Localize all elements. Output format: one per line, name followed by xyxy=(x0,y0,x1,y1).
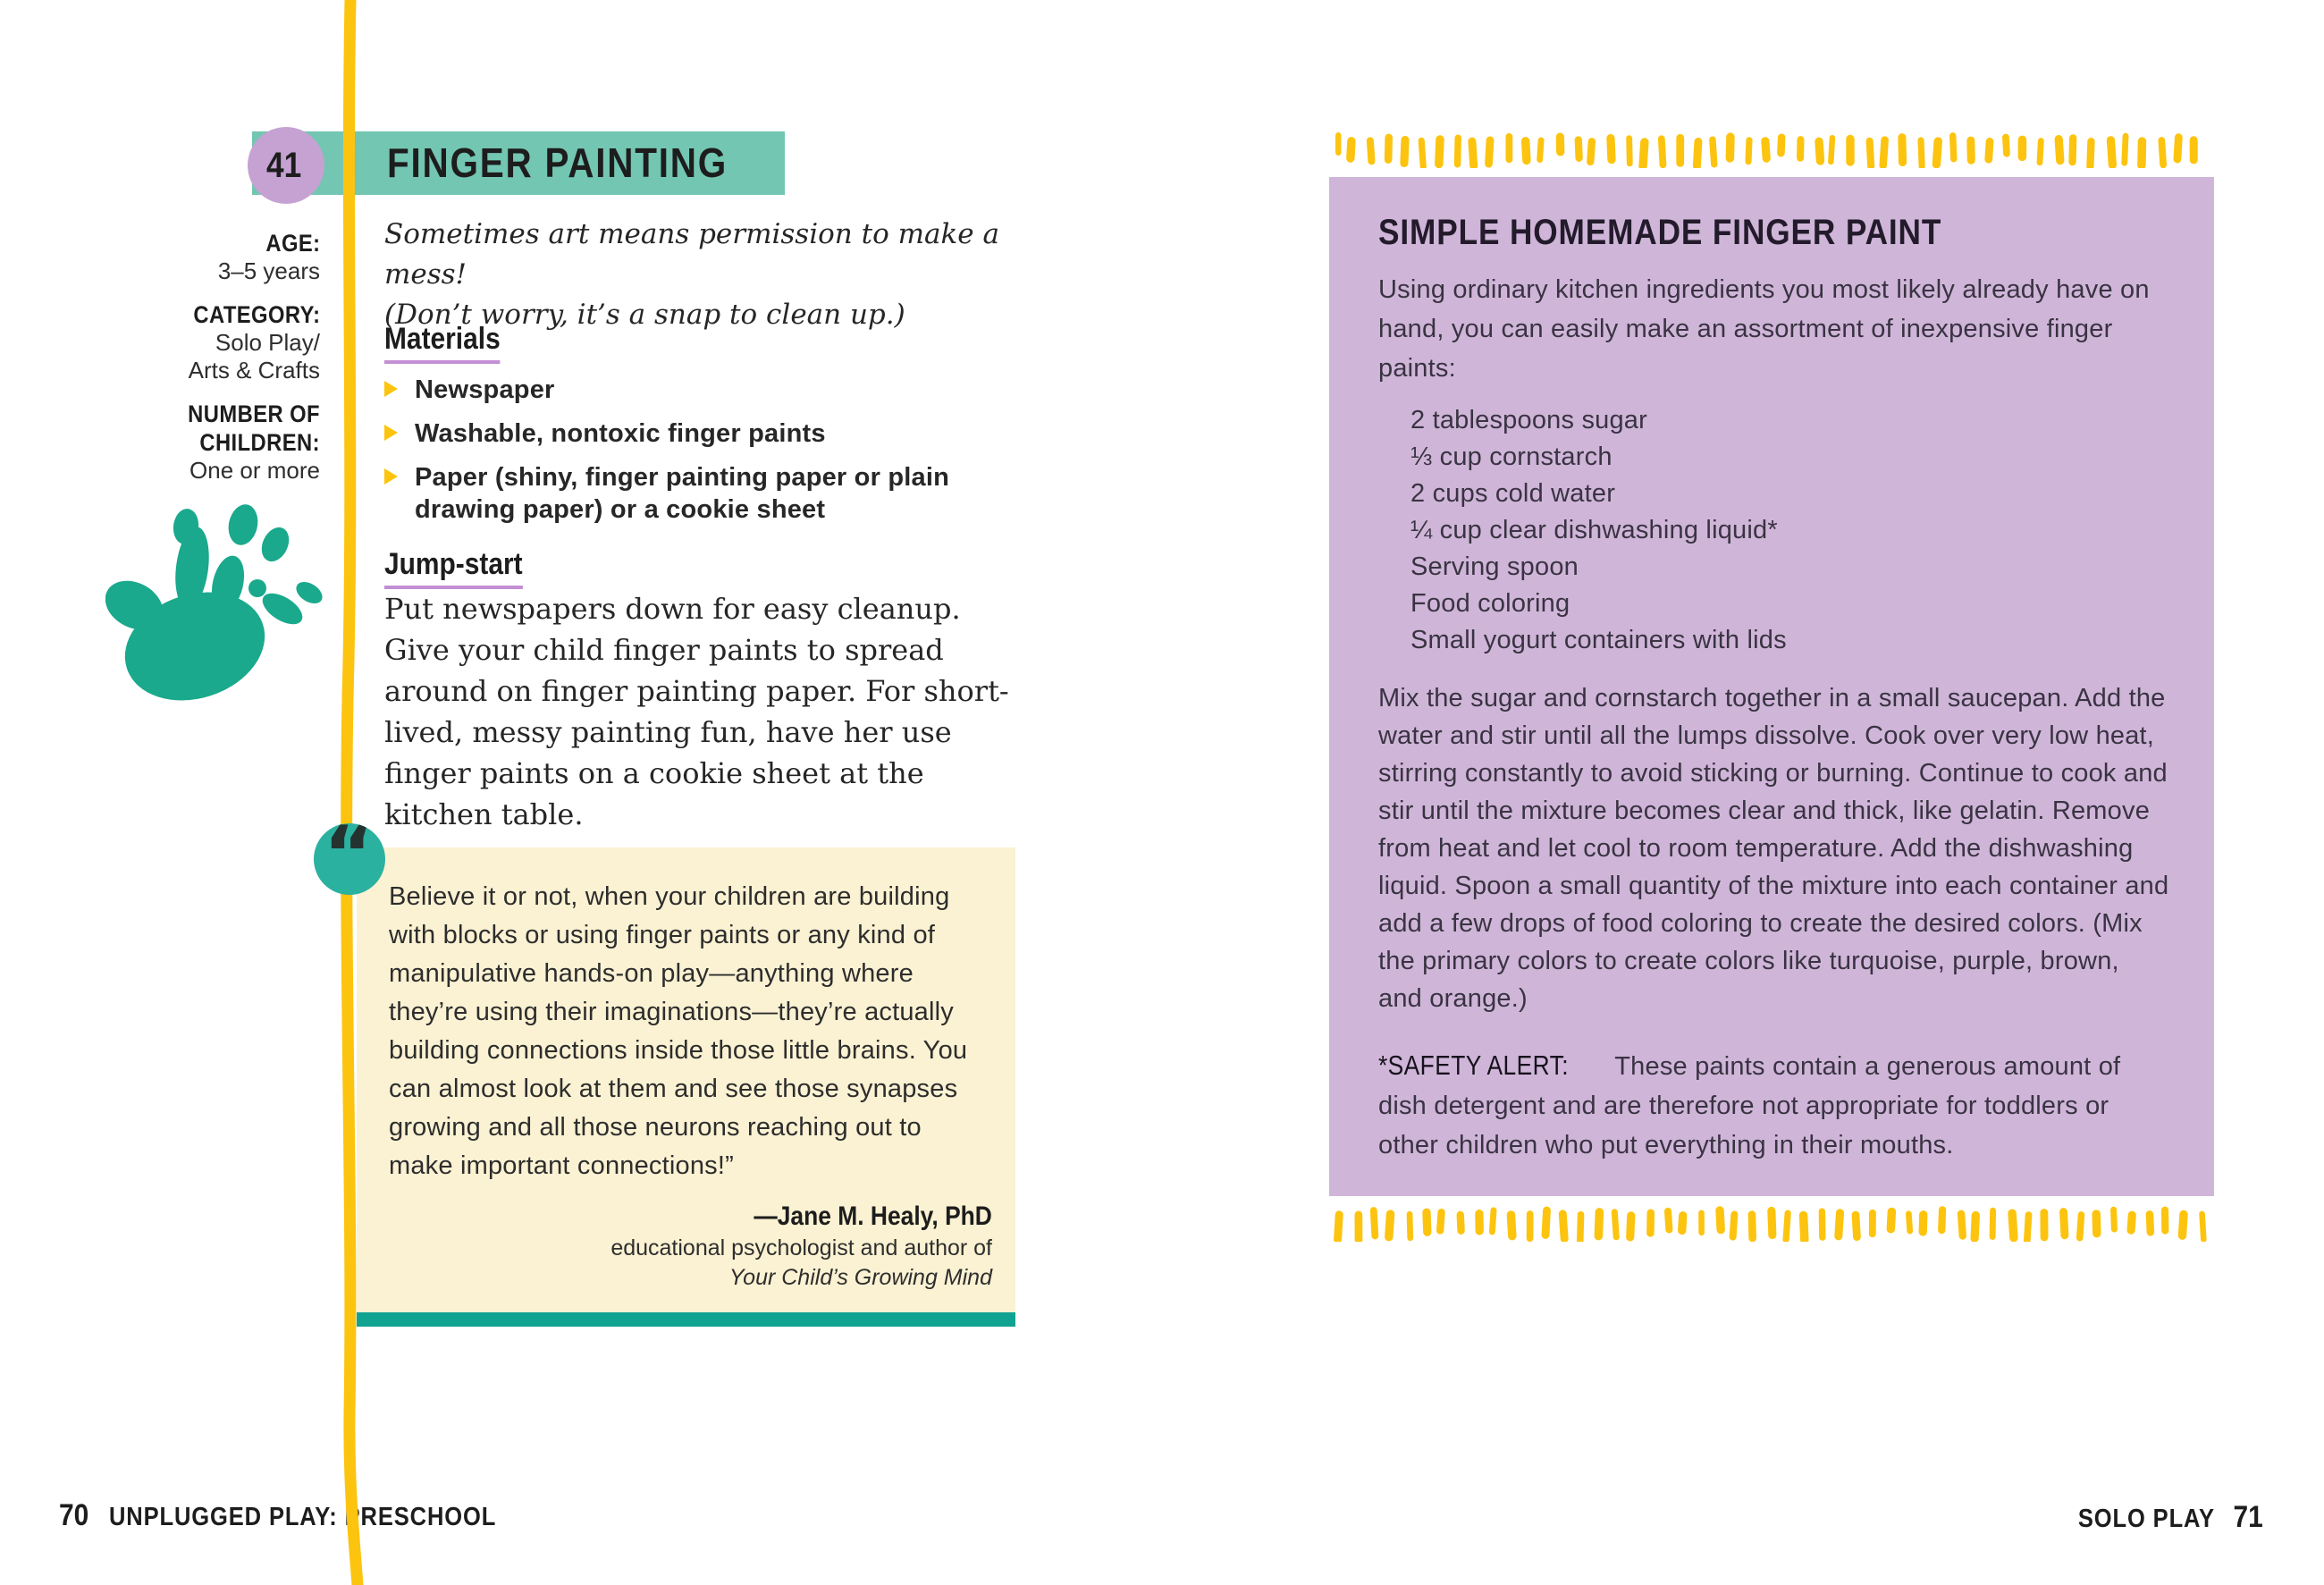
list-item: Newspaper xyxy=(384,374,1024,406)
materials-list xyxy=(384,374,1024,537)
expert-quote-box xyxy=(357,847,1015,1312)
children-value: One or more xyxy=(189,457,320,484)
attribution-role: educational psychologist and author of xyxy=(610,1235,992,1260)
handprint-icon xyxy=(105,496,331,721)
recipe-intro: Using ordinary kitchen ingredients you most likely already have on hand, you can easily make an assortment of inexpensive finger paints: xyxy=(1378,275,2150,383)
page-number: 71 xyxy=(2233,1500,2263,1534)
tick-border-bottom-icon xyxy=(1332,1202,2215,1242)
children-label: NUMBER OF CHILDREN: xyxy=(188,400,320,456)
quote-bottom-bar xyxy=(357,1312,1015,1327)
materials-heading: Materials xyxy=(384,322,1024,357)
bullet-arrow-icon xyxy=(384,381,398,397)
list-item: 2 cups cold water xyxy=(1410,479,1616,508)
footer-book-title: UNPLUGGED PLAY: PRESCHOOL xyxy=(108,1503,497,1531)
footer-section-title: SOLO PLAY xyxy=(2078,1505,2216,1533)
activity-intro: Sometimes art means permission to make a mess! (Don’t worry, it’s a snap to clean up.) xyxy=(384,218,999,331)
list-item: ⅓ cup cornstarch xyxy=(1410,443,1612,471)
activity-number: 41 xyxy=(265,145,301,185)
safety-alert xyxy=(1378,1046,2169,1165)
list-item: Washable, nontoxic finger paints xyxy=(384,417,1024,450)
list-item: Food coloring xyxy=(1410,589,1570,618)
list-item: Serving spoon xyxy=(1410,552,1579,581)
activity-meta-sidebar xyxy=(86,229,320,485)
category-value: Solo Play/ Arts & Crafts xyxy=(188,329,320,384)
age-label: AGE: xyxy=(265,230,320,257)
footer-right xyxy=(2059,1500,2263,1535)
activity-number-badge xyxy=(248,127,324,204)
footer-left xyxy=(59,1498,549,1533)
ingredients-list xyxy=(1410,402,1787,659)
yellow-spine-line-icon xyxy=(322,0,384,1585)
recipe-instructions: Mix the sugar and cornstarch together in a small saucepan. Add the water and stir until all the lumps dissolve. Cook over very low heat, stirring constantly to avoid sticking or burning. Continue to cook and stir until the mixture becomes clear and thick, like gelatin. Remove from heat and let cool to room temperature. Add the dishwashing liquid. Spoon a small quantity of the mixture into each container and add a few drops of food coloring to create the desired colors. (Mix the primary colors to create colors like turquoise, purple, brown, and orange.) xyxy=(1378,684,2169,1013)
list-item: Small yogurt containers with lids xyxy=(1410,626,1787,654)
page-number: 70 xyxy=(59,1498,89,1532)
list-item: Paper (shiny, finger painting paper or plain drawing paper) or a cookie sheet xyxy=(384,461,1024,526)
category-label: CATEGORY: xyxy=(192,301,320,328)
age-value: 3–5 years xyxy=(217,257,320,284)
safety-alert-label: *SAFETY ALERT: xyxy=(1378,1050,1569,1081)
quotation-mark-icon: “ xyxy=(314,823,385,895)
quote-text: Believe it or not, when your children are building with blocks or using finger paints or any kind of manipulative hands-on play—anything where they’re using their imaginations—they’re actually building connections inside those little brains. You can almost look at them and see those synapses growing and all those neurons reaching out to make important connections!” xyxy=(389,882,968,1180)
jumpstart-body: Put newspapers down for easy cleanup. Give your child finger paints to spread around on finger painting paper. For short-lived, messy painting fun, have her use finger paints on a cookie sheet at the kitchen table. xyxy=(384,592,1009,831)
recipe-panel xyxy=(1329,177,2214,1196)
bullet-arrow-icon xyxy=(384,425,398,441)
attribution-work: Your Child’s Growing Mind xyxy=(728,1265,992,1290)
bullet-arrow-icon xyxy=(384,468,398,485)
jumpstart-heading: Jump-start xyxy=(384,547,1024,582)
attribution-name: —Jane M. Healy, PhD xyxy=(754,1201,992,1231)
quote-attribution xyxy=(610,1200,992,1293)
tick-border-top-icon xyxy=(1332,129,2215,168)
safety-alert-text: These paints contain a generous amount of dish detergent and are therefore not appropriate for toddlers or other children who put everything in their mouths. xyxy=(1378,1052,2121,1159)
page-title: FINGER PAINTING xyxy=(387,139,728,186)
list-item: 2 tablespoons sugar xyxy=(1410,406,1647,434)
list-item: ¼ cup clear dishwashing liquid* xyxy=(1410,516,1778,544)
recipe-title: SIMPLE HOMEMADE FINGER PAINT xyxy=(1378,213,1942,252)
